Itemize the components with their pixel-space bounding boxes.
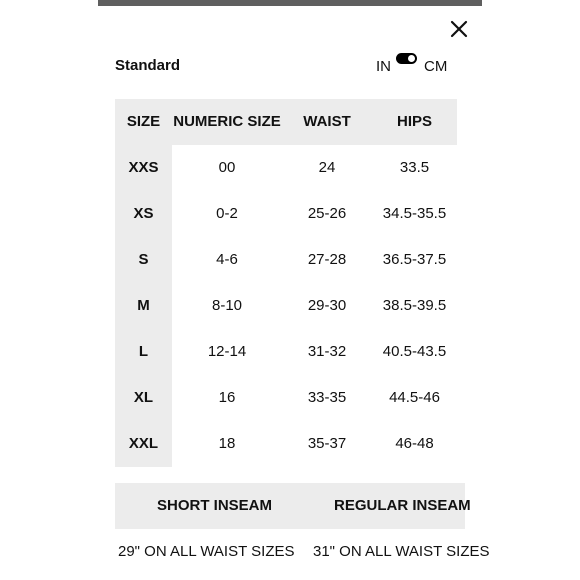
waist-cell: 25-26 (307, 205, 347, 222)
size-cell: L (115, 329, 172, 375)
unit-cm-label[interactable]: CM (424, 58, 448, 75)
waist-cell: 24 (318, 159, 336, 176)
waist-cell: 27-28 (307, 251, 347, 268)
close-button[interactable] (446, 16, 472, 42)
regular-inseam-value: 31" ON ALL WAIST SIZES (313, 543, 490, 560)
numeric-size-cell: 12-14 (207, 343, 247, 360)
size-cell: S (115, 237, 172, 283)
size-cell: XXL (115, 421, 172, 467)
fit-title: Standard (115, 57, 181, 74)
numeric-size-cell: 18 (218, 435, 236, 452)
short-inseam-value: 29" ON ALL WAIST SIZES (118, 543, 295, 560)
table-row (115, 283, 457, 329)
column-header-numeric-size: NUMERIC SIZE (173, 113, 281, 130)
table-row (115, 375, 457, 421)
waist-cell: 29-30 (307, 297, 347, 314)
unit-switch (376, 52, 466, 82)
size-cell: XXS (115, 145, 172, 191)
column-header-hips: HIPS (396, 113, 432, 130)
size-cell: M (115, 283, 172, 329)
unit-toggle[interactable] (396, 53, 417, 64)
column-header-waist: WAIST (303, 113, 351, 130)
close-icon (446, 16, 472, 42)
waist-cell: 31-32 (307, 343, 347, 360)
table-row (115, 421, 457, 467)
size-chart-table (115, 99, 457, 467)
table-body (115, 145, 457, 467)
hips-cell: 40.5-43.5 (382, 343, 447, 360)
hips-cell: 38.5-39.5 (382, 297, 447, 314)
waist-cell: 35-37 (307, 435, 347, 452)
table-row (115, 329, 457, 375)
hips-cell: 44.5-46 (389, 389, 440, 406)
toggle-knob (408, 55, 415, 62)
top-divider-bar (98, 0, 482, 6)
inseam-table (115, 483, 490, 580)
column-header-size: SIZE (115, 99, 172, 145)
short-inseam-header: SHORT INSEAM (157, 497, 273, 514)
regular-inseam-header: REGULAR INSEAM (334, 497, 471, 514)
table-row (115, 191, 457, 237)
numeric-size-cell: 0-2 (216, 205, 238, 222)
hips-cell: 46-48 (395, 435, 434, 452)
unit-in-label[interactable]: IN (376, 58, 391, 75)
hips-cell: 34.5-35.5 (382, 205, 447, 222)
inseam-header-row (115, 483, 471, 529)
table-row (115, 145, 457, 191)
numeric-size-cell: 16 (218, 389, 236, 406)
hips-cell: 33.5 (399, 159, 430, 176)
numeric-size-cell: 00 (218, 159, 236, 176)
table-header-row (115, 99, 457, 145)
size-cell: XS (115, 191, 172, 237)
hips-cell: 36.5-37.5 (382, 251, 447, 268)
size-cell: XL (115, 375, 172, 421)
waist-cell: 33-35 (307, 389, 347, 406)
numeric-size-cell: 8-10 (211, 297, 243, 314)
table-row (115, 237, 457, 283)
numeric-size-cell: 4-6 (216, 251, 238, 268)
